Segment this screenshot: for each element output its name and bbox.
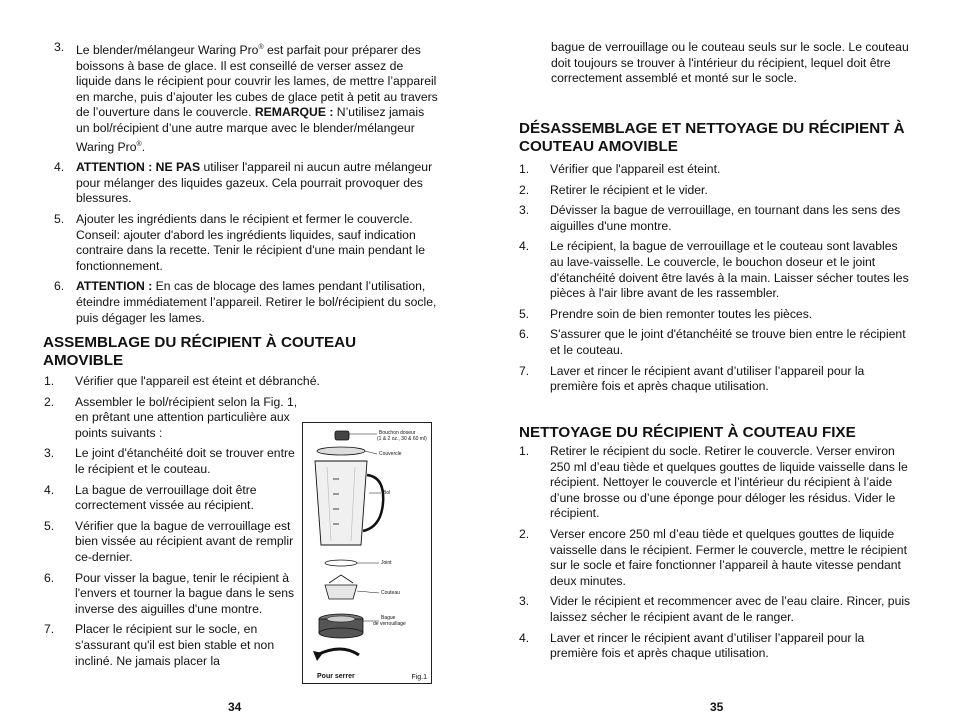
desassemblage-heading: DÉSASSEMBLAGE ET NETTOYAGE DU RÉCIPIENT À COUTEAU AMOVIBLE <box>519 120 905 155</box>
item-text: Retirer le récipient du socle. Retirer le couvercle. Verser environ 250 ml d’eau tiède et quelques gouttes de liquide vaisselle dans le récipient. Nettoyer le couvercle et l’intérieur du récipient à l’aide d’une brosse ou d’une éponge pour déloger les résidus. Vider le récipient. <box>550 444 908 521</box>
label-joint: Joint <box>381 560 392 566</box>
list-item <box>519 594 911 625</box>
item-text: . <box>141 139 146 154</box>
item-number: 3. <box>519 594 530 609</box>
item-text: Verser encore 250 ml d’eau tiède et quelques gouttes de liquide vaisselle dans le récipient. Fermer le couvercle, mettre le récipient sur le socle et faire fonctionner l’appareil à haute vitesse pendant deux minutes. <box>550 526 907 588</box>
label-bol: Bol <box>383 490 391 496</box>
item-number: 4. <box>54 160 65 175</box>
item-number: 4. <box>519 630 530 645</box>
page-number-left: 34 <box>228 700 242 714</box>
list-item <box>54 279 440 326</box>
label-couvercle: Couvercle <box>379 451 402 457</box>
item-text: La bague de verrouillage doit être correctement vissée au récipient. <box>75 482 257 513</box>
blender-figure <box>302 422 432 684</box>
item-number: 6. <box>54 279 65 294</box>
item-text: Dévisser la bague de verrouillage, en tournant dans les sens des aiguilles d'une montre. <box>550 203 901 233</box>
rotation-arrow-icon <box>317 649 359 655</box>
bouchon-shape <box>335 431 349 440</box>
label-bouchon-sub: (1 & 2 oz., 30 & 60 ml) <box>377 436 427 442</box>
desassemblage-list <box>519 162 911 400</box>
item-number: 3. <box>519 203 530 218</box>
item-number: 5. <box>44 518 55 533</box>
item-text: ATTENTION : <box>76 279 153 294</box>
item-number: 5. <box>519 306 530 321</box>
list-item <box>44 622 302 669</box>
item-number: 1. <box>519 444 530 458</box>
item-number: 4. <box>44 482 55 497</box>
list-item <box>519 527 911 589</box>
item-text: REMARQUE : <box>254 105 334 120</box>
item-text: Pour visser la bague, tenir le récipient à l'envers et tourner la bague dans le sens inverse des aiguilles d'une montre. <box>75 570 295 616</box>
item-text: ® <box>258 44 264 51</box>
item-number: 4. <box>519 239 530 254</box>
list-item <box>54 212 440 274</box>
list-item <box>44 571 302 618</box>
fixe-heading: NETTOYAGE DU RÉCIPIENT À COUTEAU FIXE <box>519 424 856 441</box>
item-number: 1. <box>519 162 530 176</box>
list-item <box>44 446 302 477</box>
list-item <box>519 203 911 234</box>
assemblage-heading: ASSEMBLAGE DU RÉCIPIENT À COUTEAU AMOVIBLE <box>43 334 357 369</box>
item-text: Retirer le récipient et le vider. <box>550 182 708 197</box>
list-item <box>519 631 911 662</box>
item-number: 2. <box>519 526 530 541</box>
fixe-list <box>519 444 911 667</box>
label-bouchon: Bouchon doseur <box>379 430 416 436</box>
list-item <box>519 364 911 395</box>
item-number: 1. <box>44 374 55 388</box>
item-text: S'assurer que le joint d'étanchéité se trouve bien entre le récipient et le couteau. <box>550 327 906 357</box>
label-couteau: Couteau <box>381 590 400 596</box>
list-item <box>44 519 302 566</box>
item-text: Prendre soin de bien remonter toutes les pièces. <box>550 306 813 321</box>
item-text: Ajouter les ingrédients dans le récipient et fermer le couvercle. Conseil: ajouter d'abord les ingrédients liquides, sauf indication contraire dans la recette. Tenir le récipient d'une main pendant le fonctionnement. <box>76 212 425 273</box>
list-item <box>54 160 440 207</box>
item-text: est parfait pour préparer des boissons à base de glace. Il est conseillé de verser assez de liquide dans le récipient pour couvrir les lames, de mettre l’appareil en marche, puis d’ajouter les cubes de glace petit à petit au travers de l’ouverture dans le couvercle. <box>76 43 438 120</box>
item-text: N’utilisez jamais un bol/récipient d’une autre marque avec le blender/mélangeur Waring Pro <box>76 105 425 154</box>
continuation-paragraph: bague de verrouillage ou le couteau seuls sur le socle. Le couteau doit toujours se trouver à l'intérieur du récipient, lequel doit être correctement assemblé et monté sur le socle. <box>551 40 909 86</box>
item-text: Vérifier que l'appareil est éteint. <box>550 162 721 176</box>
item-number: 3. <box>44 446 55 461</box>
item-text: ® <box>136 140 142 148</box>
bol-shape <box>315 461 367 545</box>
couteau-shape <box>325 585 357 599</box>
label-bague-sub: de verrouillage <box>373 621 406 627</box>
item-text: Le joint d'étanchéité doit se trouver entre le récipient et le couteau. <box>75 446 295 476</box>
item-text: Laver et rincer le récipient avant d’utiliser l’appareil pour la première fois et après chaque utilisation. <box>550 630 865 661</box>
item-number: 7. <box>44 622 55 637</box>
item-text: Placer le récipient sur le socle, en s'assurant qu'il est bien stable et non incliné. Ne jamais placer la <box>75 622 275 668</box>
list-item <box>44 483 302 514</box>
list-item <box>519 162 911 178</box>
fig-number: Fig.1 <box>411 674 427 681</box>
list-item <box>519 239 911 301</box>
list-item <box>54 40 440 155</box>
list-item <box>519 327 911 358</box>
item-text: Le récipient, la bague de verrouillage et le couteau sont lavables au lave-vaisselle. Le couvercle, le bouchon doseur et le joint d'étanchéité doivent être lavés à la main. Laisser sécher toutes les pièces à l'air libre avant de les rassembler. <box>550 239 909 301</box>
item-number: 2. <box>519 182 530 197</box>
item-number: 6. <box>519 327 530 342</box>
item-text: En cas de blocage des lames pendant l’utilisation, éteindre immédiatement l’appareil. Retirer le bol/récipient du socle, puis dégager les lames. <box>76 279 437 325</box>
assemblage-list <box>44 374 320 674</box>
item-text: Vérifier que l'appareil est éteint et débranché. <box>75 374 320 388</box>
couvercle-shape <box>317 447 365 455</box>
label-bague: Bague <box>381 615 396 621</box>
item-number: 6. <box>44 570 55 585</box>
item-text: Vider le récipient et recommencer avec de l’eau claire. Rincer, puis laissez sécher le récipient avant de le ranger. <box>550 594 911 624</box>
item-text: Assembler le bol/récipient selon la Fig. 1, en prêtant une attention particulière aux points suivants : <box>75 394 298 440</box>
item-text: Laver et rincer le récipient avant d’utiliser l’appareil pour la première fois et après chaque utilisation. <box>550 363 865 394</box>
page-number-right: 35 <box>710 700 724 714</box>
item-number: 5. <box>54 212 65 227</box>
list-item <box>519 444 911 522</box>
list-item <box>44 395 302 442</box>
item-text: Vérifier que la bague de verrouillage est bien vissée au récipient avant de remplir ce-dernier. <box>75 518 294 564</box>
item-number: 7. <box>519 363 530 378</box>
item-text: utiliser l'appareil ni aucun autre mélangeur pour mélanger des liquides gazeux. Cela pourrait provoquer des blessures. <box>76 160 433 206</box>
list-item <box>519 183 911 199</box>
item-text: ATTENTION : NE PAS <box>76 160 201 175</box>
item-number: 2. <box>44 394 55 409</box>
item-text: Le blender/mélangeur Waring Pro <box>76 43 259 58</box>
list-item <box>44 374 435 390</box>
blender-exploded-diagram <box>303 423 431 683</box>
left-top-list <box>54 40 440 331</box>
item-number: 3. <box>54 40 65 54</box>
joint-shape <box>325 560 357 566</box>
list-item <box>519 307 911 323</box>
pour-serrer-label: Pour serrer <box>317 673 355 680</box>
